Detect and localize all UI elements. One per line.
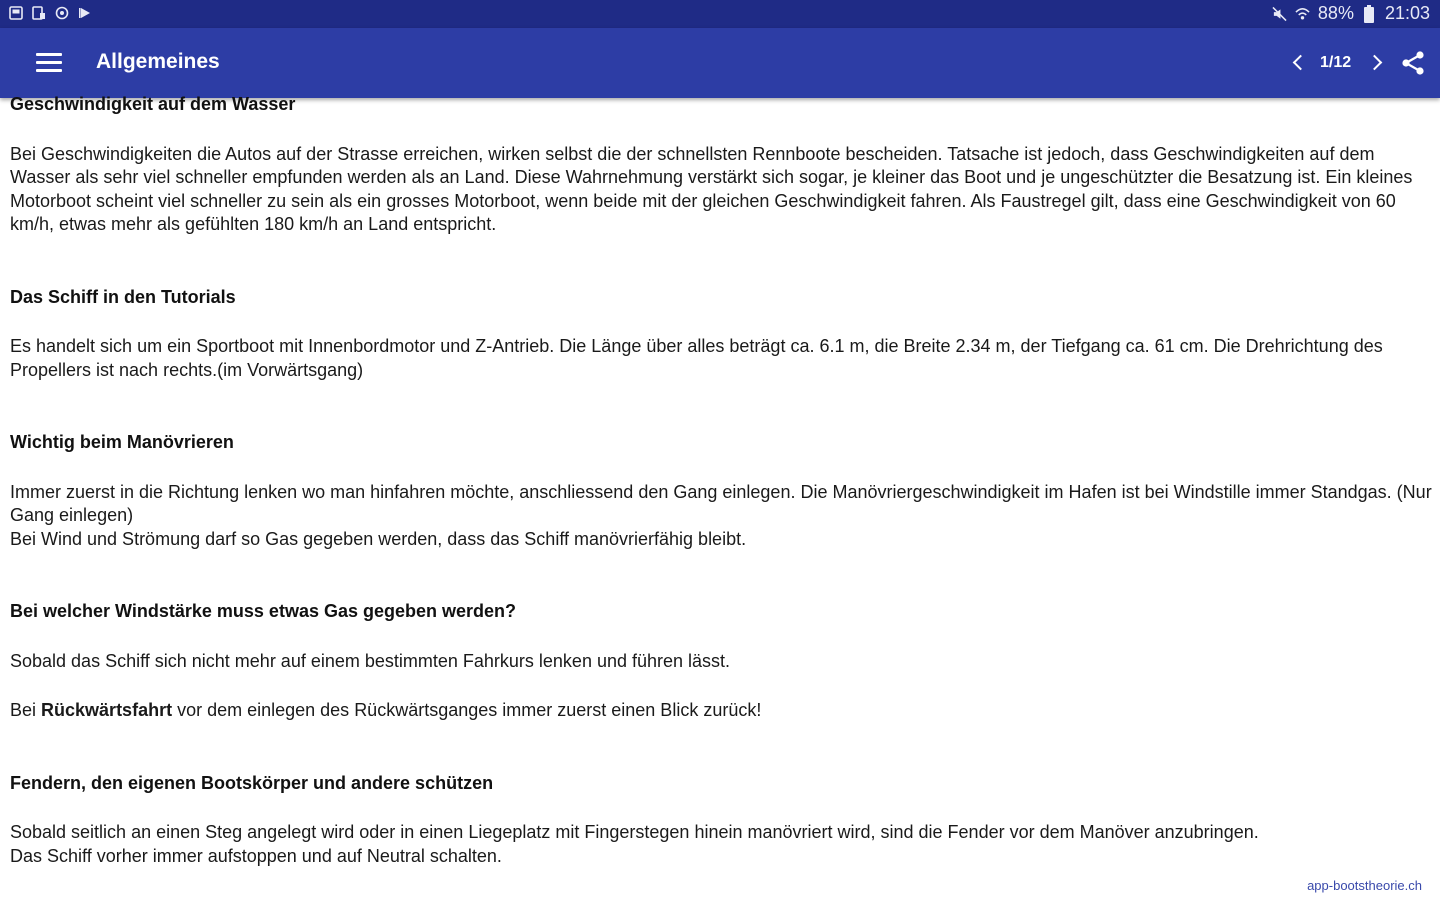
section-paragraph: Bei Geschwindigkeiten die Autos auf der Strasse erreichen, wirken selbst die der schnellsten Rennboote bescheiden. Tatsache ist jedoch, dass Geschwindigkeiten auf dem Wasser als sehr viel schneller empfunden werden als an Land. Diese Wahrnehmung verstärkt sich sogar, je kleiner das Boot und je ungeschützter die Besatzung ist. Ein kleines Motorboot scheint viel schneller zu sein als ein grosses Motorboot, wenn beide mit der gleichen Geschwindigkeit fahren. Als Faustregel gilt, dass eine Geschwindigkeit von 60 km/h, etwas mehr als gefühlten 180 km/h an Land entspricht. [10, 143, 1413, 234]
share-button[interactable] [1400, 50, 1426, 76]
page-indicator: 1/12 [1320, 54, 1352, 71]
note-emphasis: Rückwärtsfahrt [41, 700, 173, 720]
next-page-button[interactable] [1366, 48, 1390, 76]
at-notification-icon [54, 5, 69, 20]
note-suffix: vor dem einlegen des Rückwärtsganges immer zuerst einen Blick zurück! [172, 700, 762, 720]
share-icon [1400, 50, 1426, 76]
wifi-icon [1295, 6, 1310, 21]
section-heading: Das Schiff in den Tutorials [10, 286, 236, 307]
status-notifications [8, 5, 92, 20]
note-prefix: Bei [10, 700, 42, 720]
mute-icon [1272, 6, 1287, 21]
menu-button[interactable] [36, 53, 62, 73]
section-heading: Fendern, den eigenen Bootskörper und andere schützen [10, 772, 494, 793]
battery-percent: 88% [1317, 3, 1354, 23]
section-heading: Wichtig beim Manövrieren [10, 432, 234, 452]
section-paragraph: Das Schiff vorher immer aufstoppen und auf Neutral schalten. [10, 845, 502, 866]
section-paragraph: Bei Wind und Strömung darf so Gas gegeben werden, dass das Schiff manövrierfähig bleibt. [10, 528, 747, 549]
section-heading: Geschwindigkeit auf dem Wasser [10, 94, 296, 114]
clock: 21:03 [1384, 3, 1430, 23]
website-link[interactable]: app-bootstheorie.ch [1307, 878, 1422, 893]
gallery-notification-icon [8, 5, 23, 20]
section-paragraph: Immer zuerst in die Richtung lenken wo man hinfahren möchte, anschliessend den Gang einlegen. Die Manövriergeschwindigkeit im Hafen ist bei Windstille immer Standgas. (Nur Gang einlegen) [10, 481, 1432, 525]
battery-icon [1362, 6, 1377, 21]
previous-page-button[interactable] [1286, 48, 1310, 76]
app-bar [0, 28, 1440, 98]
download-notification-icon [31, 5, 46, 20]
status-indicators [1272, 3, 1430, 24]
section-heading: Bei welcher Windstärke muss etwas Gas gegeben werden? [10, 601, 517, 621]
section-paragraph: Sobald das Schiff sich nicht mehr auf einem bestimmten Fahrkurs lenken und führen lässt. [10, 650, 731, 671]
article-content[interactable] [10, 94, 1432, 868]
page-title: Allgemeines [96, 50, 220, 73]
hamburger-icon [36, 53, 62, 56]
status-bar [0, 0, 1440, 28]
play-notification-icon [77, 5, 92, 20]
section-paragraph: Sobald seitlich an einen Steg angelegt wird oder in einen Liegeplatz mit Fingerstegen hinein manövriert wird, sind die Fender vor dem Manöver anzubringen. [10, 822, 1259, 842]
reverse-driving-note [10, 699, 1432, 723]
section-paragraph: Es handelt sich um ein Sportboot mit Innenbordmotor und Z-Antrieb. Die Länge über alles beträgt ca. 6.1 m, die Breite 2.34 m, der Tiefgang ca. 61 cm. Die Drehrichtung des Propellers ist nach rechts.(im Vorwärtsgang) [10, 336, 1383, 380]
